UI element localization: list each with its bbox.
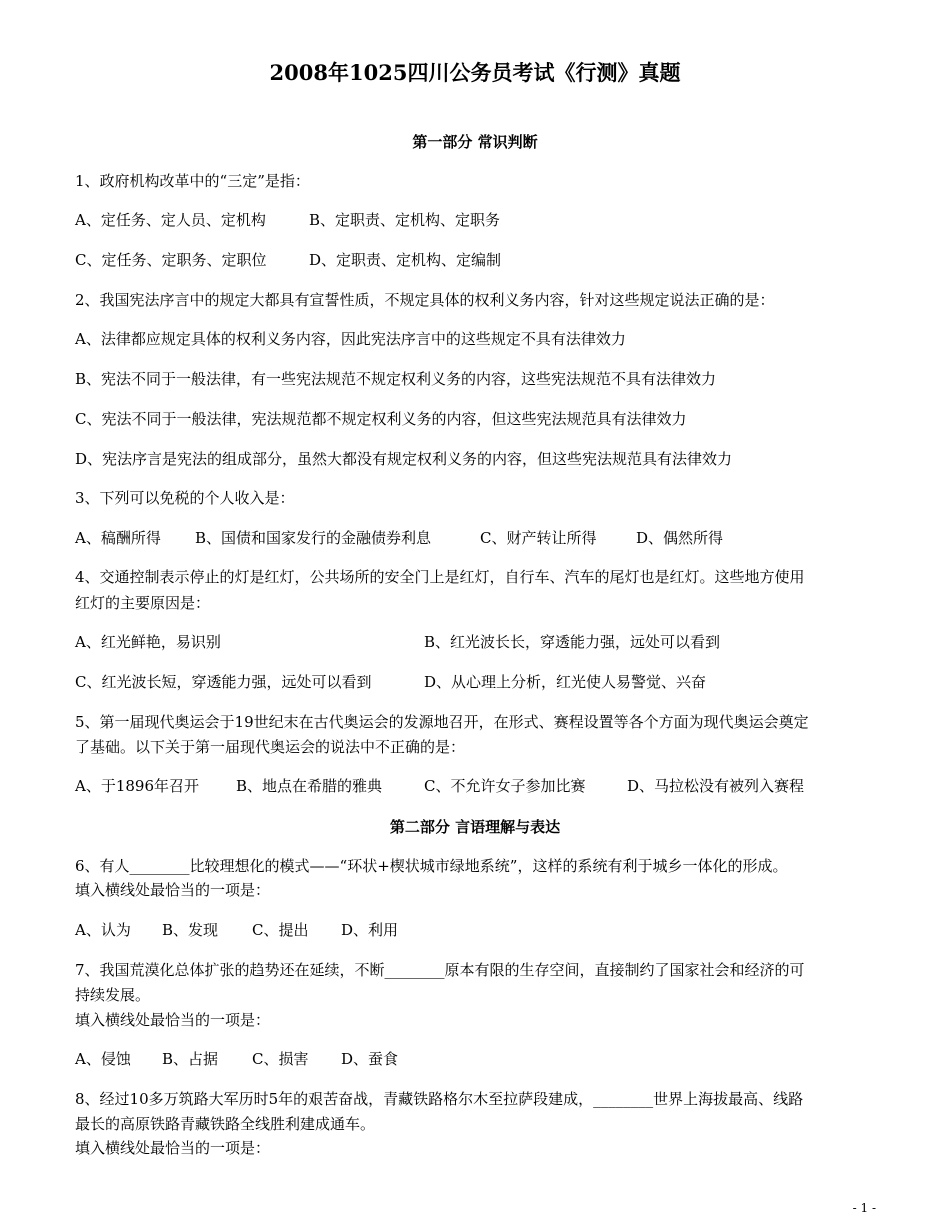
question-2-option-d: D、宪法序言是宪法的组成部分，虽然大都没有规定权利义务的内容，但这些宪法规范具有法律效力 (75, 450, 733, 468)
question-4-option-d: D、从心理上分析，红光使人易警觉、兴奋 (424, 673, 707, 691)
question-7-stem-line1: 7、我国荒漠化总体扩张的趋势还在延续，不断________原本有限的生存空间，直接制约了国家社会和经济的可 (75, 961, 805, 979)
question-3-option-a: A、稿酬所得 (75, 529, 161, 547)
question-6-option-a: A、认为 (75, 921, 131, 939)
question-3-option-d: D、偶然所得 (636, 529, 724, 547)
question-4-option-a: A、红光鲜艳，易识别 (75, 633, 221, 651)
question-6-stem-line2: 填入横线处最恰当的一项是： (75, 881, 271, 899)
question-7-option-d: D、蚕食 (341, 1050, 399, 1068)
question-2-option-b: B、宪法不同于一般法律，有一些宪法规范不规定权利义务的内容，这些宪法规范不具有法律效力 (75, 370, 717, 388)
question-7-option-a: A、侵蚀 (75, 1050, 131, 1068)
question-7-option-c: C、损害 (252, 1050, 309, 1068)
question-5-stem-line2: 了基础。以下关于第一届现代奥运会的说法中不正确的是： (75, 738, 466, 756)
question-2-option-a: A、法律都应规定具体的权利义务内容，因此宪法序言中的这些规定不具有法律效力 (75, 330, 626, 348)
question-1-option-c: C、定任务、定职务、定职位 (75, 251, 267, 269)
section-heading-part2: 第二部分 言语理解与表达 (389, 818, 561, 836)
question-1-option-d: D、定职责、定机构、定编制 (309, 251, 502, 269)
question-1-stem: 1、政府机构改革中的“三定”是指： (75, 172, 310, 190)
question-3-stem: 3、下列可以免税的个人收入是： (75, 489, 295, 507)
question-8-stem-line3: 填入横线处最恰当的一项是： (75, 1139, 271, 1157)
question-3-option-b: B、国债和国家发行的金融债券利息 (195, 529, 432, 547)
question-5-option-b: B、地点在希腊的雅典 (236, 777, 383, 795)
question-5-option-d: D、马拉松没有被列入赛程 (627, 777, 805, 795)
question-5-option-a: A、于1896年召开 (75, 777, 200, 795)
question-4-stem-line2: 红灯的主要原因是： (75, 594, 211, 612)
question-6-option-c: C、提出 (252, 921, 309, 939)
question-7-stem-line2: 持续发展。 (75, 986, 151, 1004)
question-4-option-b: B、红光波长长，穿透能力强，远处可以看到 (424, 633, 721, 651)
question-7-stem-line3: 填入横线处最恰当的一项是： (75, 1011, 271, 1029)
question-6-stem-line1: 6、有人________比较理想化的模式——“环状+楔状城市绿地系统”，这样的系统有利于城乡一体化的形成。 (75, 857, 788, 875)
page-number: - 1 - (852, 1201, 876, 1215)
question-3-option-c: C、财产转让所得 (480, 529, 597, 547)
question-7-option-b: B、占据 (162, 1050, 219, 1068)
question-6-option-b: B、发现 (162, 921, 219, 939)
question-8-stem-line2: 最长的高原铁路青藏铁路全线胜利建成通车。 (75, 1115, 376, 1133)
question-2-stem: 2、我国宪法序言中的规定大都具有宣誓性质，不规定具体的权利义务内容，针对这些规定说法正确的是： (75, 291, 775, 309)
question-1-option-a: A、定任务、定人员、定机构 (75, 211, 266, 229)
section-heading-part1: 第一部分 常识判断 (412, 133, 538, 151)
question-4-option-c: C、红光波长短，穿透能力强，远处可以看到 (75, 673, 372, 691)
question-1-option-b: B、定职责、定机构、定职务 (309, 211, 501, 229)
question-8-stem-line1: 8、经过10多万筑路大军历时5年的艰苦奋战，青藏铁路格尔木至拉萨段建成，________世界上海拔最高、线路 (75, 1090, 804, 1108)
question-5-option-c: C、不允许女子参加比赛 (424, 777, 586, 795)
document-title: 2008年1025四川公务员考试《行测》真题 (269, 60, 681, 85)
question-2-option-c: C、宪法不同于一般法律，宪法规范都不规定权利义务的内容，但这些宪法规范具有法律效力 (75, 410, 687, 428)
question-6-option-d: D、利用 (341, 921, 399, 939)
question-5-stem-line1: 5、第一届现代奥运会于19世纪末在古代奥运会的发源地召开，在形式、赛程设置等各个方面为现代奥运会奠定 (75, 713, 809, 731)
question-4-stem-line1: 4、交通控制表示停止的灯是红灯，公共场所的安全门上是红灯，自行车、汽车的尾灯也是红灯。这些地方使用 (75, 568, 805, 586)
